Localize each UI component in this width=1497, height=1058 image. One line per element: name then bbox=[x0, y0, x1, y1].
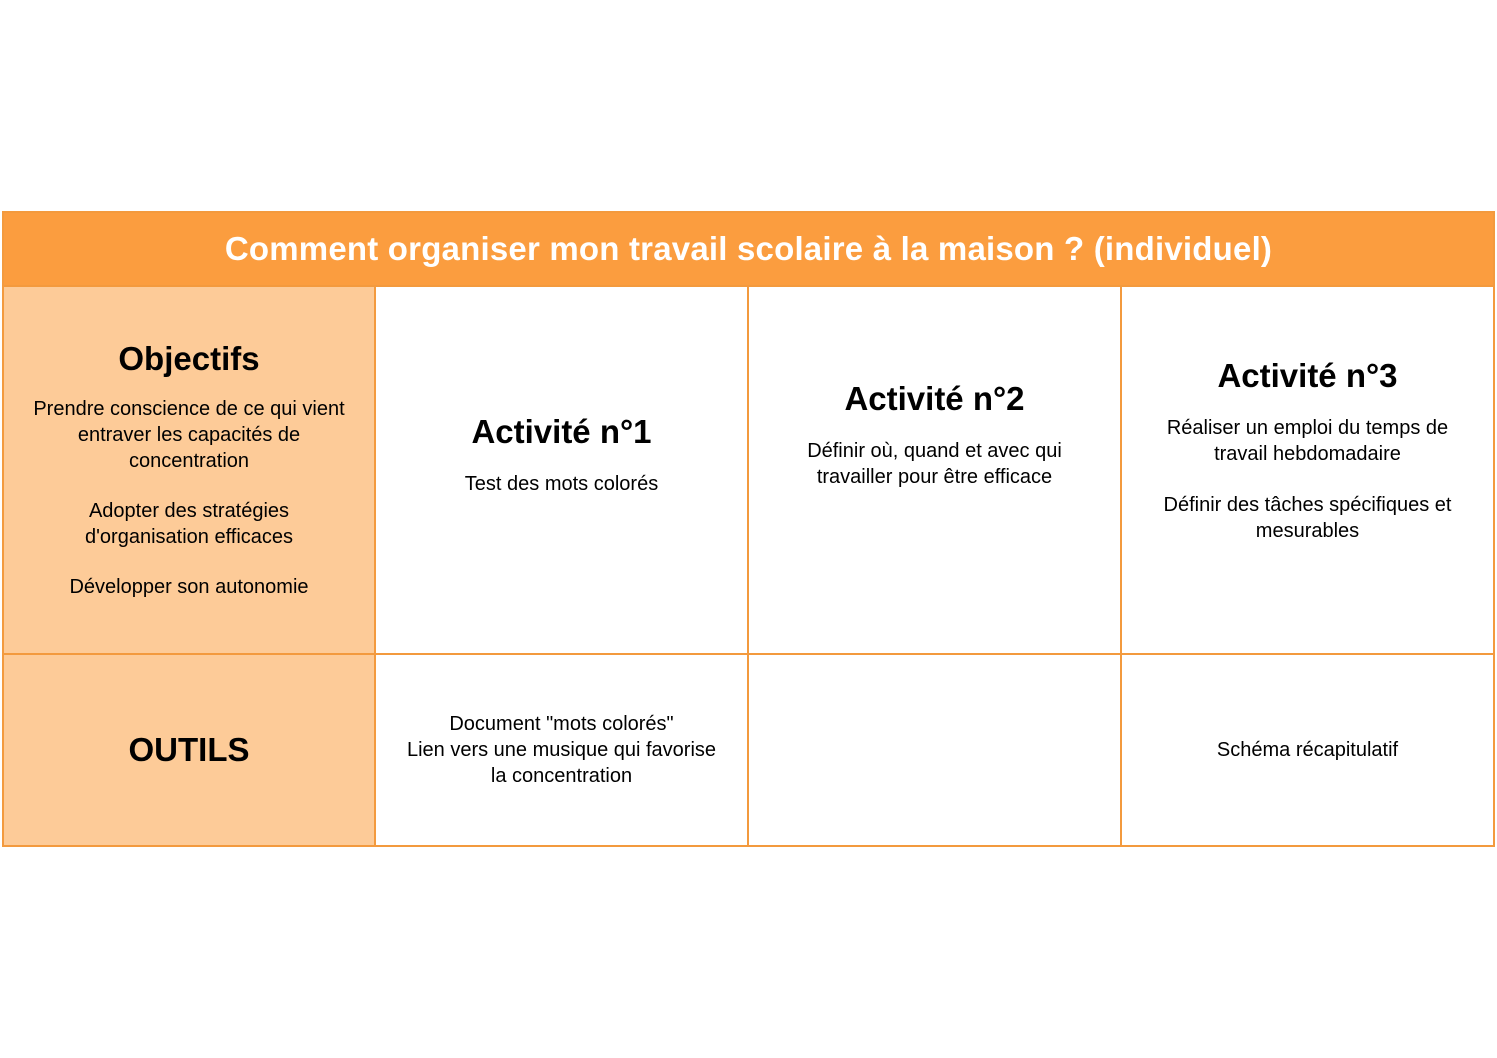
outils-cell bbox=[4, 655, 376, 845]
activity-planning-table bbox=[2, 211, 1495, 847]
outils-heading: OUTILS bbox=[128, 731, 250, 768]
activity-1-heading: Activité n°1 bbox=[471, 413, 652, 450]
outils-activity-1-text: Document "mots colorés" Lien vers une musique qui favorise la concentration bbox=[406, 713, 717, 787]
outils-activity-3-text: Schéma récapitulatif bbox=[1216, 739, 1399, 761]
activity-3-description: Définir des tâches spécifiques et mesurables bbox=[1163, 493, 1452, 542]
outils-activity-3-cell bbox=[1122, 655, 1493, 845]
activity-1-cell bbox=[376, 287, 749, 655]
objectifs-heading: Objectifs bbox=[118, 340, 260, 377]
outils-activity-2-cell bbox=[749, 655, 1122, 845]
activity-3-description: Réaliser un emploi du temps de travail hebdomadaire bbox=[1166, 416, 1449, 465]
objectifs-cell bbox=[4, 287, 376, 655]
objectif-item: Adopter des stratégies d'organisation efficaces bbox=[84, 500, 294, 548]
activity-2-description: Définir où, quand et avec qui travailler pour être efficace bbox=[807, 440, 1062, 488]
activity-1-description: Test des mots colorés bbox=[464, 473, 659, 495]
objectifs-list bbox=[33, 396, 344, 600]
activity-3-heading: Activité n°3 bbox=[1217, 356, 1398, 394]
objectif-item: Développer son autonomie bbox=[69, 576, 309, 598]
activity-3-cell bbox=[1122, 287, 1493, 655]
activity-2-cell bbox=[749, 287, 1122, 655]
objectif-item: Prendre conscience de ce qui vient entraver les capacités de concentration bbox=[33, 398, 345, 472]
table-title: Comment organiser mon travail scolaire à la maison ? (individuel) bbox=[4, 213, 1493, 287]
outils-activity-1-cell bbox=[376, 655, 749, 845]
activity-2-heading: Activité n°2 bbox=[844, 380, 1025, 417]
